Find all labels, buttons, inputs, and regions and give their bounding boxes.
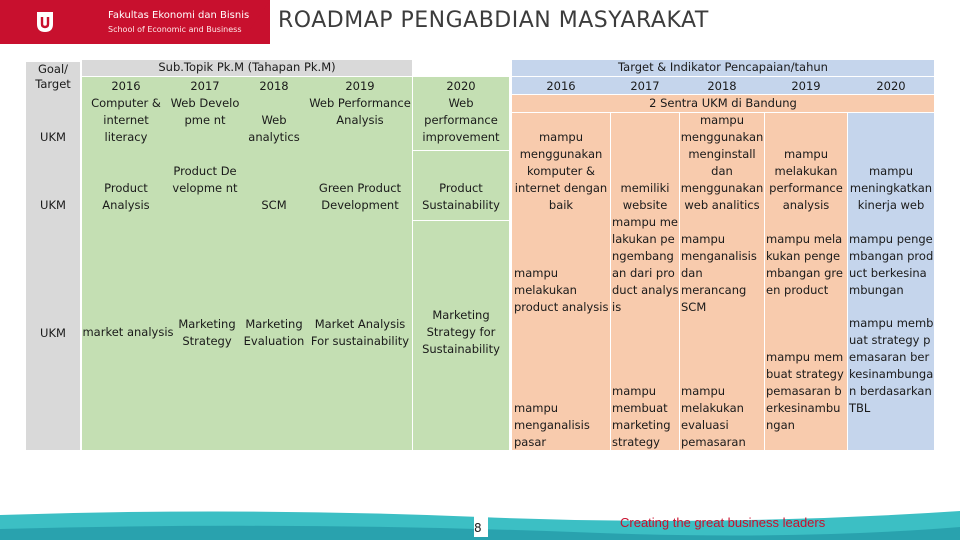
r3-2018: Marketing Evaluation (243, 317, 305, 348)
r2-2019: Green Product Development (318, 181, 402, 212)
t3-2017: mampu membuat marketing strategy (612, 384, 671, 449)
row-divider (413, 150, 509, 151)
t2-2017: mampu melakukan pengembangan dari product analysis (612, 215, 679, 314)
r1-2020: Web performance improvement (422, 96, 500, 144)
target-year-2020: 2020 (876, 79, 906, 93)
goal-column-bg (26, 62, 80, 450)
r3-2016: market analysis (82, 325, 174, 339)
year-2019-header: 2019 (345, 79, 375, 93)
t2-2019: mampu melakukan pengembangan green product (766, 232, 843, 297)
university-logo-icon (34, 10, 56, 34)
target-year-2019: 2019 (791, 79, 821, 93)
t2-2020: mampu pengembangan product berkesinambungan (849, 232, 934, 297)
target-sentra: 2 Sentra UKM di Bandung (649, 96, 797, 110)
t3-2018: mampu melakukan evaluasi pemasaran (681, 384, 746, 449)
t3-2020: mampu membuat strategy pemasaran berkesinambungan berdasarkan TBL (849, 316, 934, 415)
t3-2019: mampu membuat strategy pemasaran berkesinambungan (766, 350, 844, 432)
target-year-2017: 2017 (630, 79, 660, 93)
school-name: School of Economic and Business (108, 25, 242, 34)
year-2018-header: 2018 (259, 79, 289, 93)
r1-2017: Web Developme nt (170, 96, 240, 127)
footer-slogan: Creating the great business leaders (620, 515, 826, 530)
year-2017-header: 2017 (190, 79, 220, 93)
t2-2016: mampu melakukan product analysis (514, 266, 609, 314)
target-year-2016: 2016 (546, 79, 576, 93)
r2-2020: Product Sustainability (422, 181, 500, 212)
t2-2018: mampu menganalisis dan merancang SCM (681, 232, 757, 314)
r3-2019: Market Analysis For sustainability (310, 317, 410, 348)
goal-ukm-1: UKM (40, 130, 66, 144)
page-number: 8 (474, 521, 482, 535)
target-year-2018: 2018 (707, 79, 737, 93)
t1-2016: mampu menggunakan komputer & internet dengan baik (514, 130, 608, 212)
r3-2020: Marketing Strategy for Sustainability (422, 308, 500, 356)
row-divider (413, 220, 509, 221)
goal-ukm-2: UKM (40, 198, 66, 212)
year-2020-header: 2020 (446, 79, 476, 93)
t1-2020: mampu meningkatkan kinerja web (849, 164, 933, 212)
goal-target-header: Goal/ Target (35, 62, 71, 91)
page-title: ROADMAP PENGABDIAN MASYARAKAT (278, 8, 709, 33)
target-header: Target & Indikator Pencapaian/tahun (618, 60, 828, 74)
t1-2018: mampu menggunakan menginstall dan menggunakan web analitics (680, 113, 764, 212)
subtopic-header: Sub.Topik Pk.M (Tahapan Pk.M) (158, 60, 336, 74)
t1-2017: memiliki website (620, 181, 670, 212)
r1-2019: Web Performance Analysis (309, 96, 411, 127)
year-2016-header: 2016 (111, 79, 141, 93)
r2-2016: Product Analysis (102, 181, 150, 212)
goal-ukm-3: UKM (40, 326, 66, 340)
t1-2019: mampu melakukan performance analysis (769, 147, 843, 212)
r1-2018: Web analytics (248, 113, 300, 144)
r1-2016: Computer & internet literacy (91, 96, 161, 144)
t3-2016: mampu menganalisis pasar (514, 401, 590, 449)
r2-2018: SCM (261, 198, 287, 212)
header-banner-tail (240, 0, 270, 44)
faculty-name: Fakultas Ekonomi dan Bisnis (108, 10, 250, 21)
r2-2017: Product Developme nt (172, 164, 238, 195)
r3-2017: Marketing Strategy (178, 317, 236, 348)
